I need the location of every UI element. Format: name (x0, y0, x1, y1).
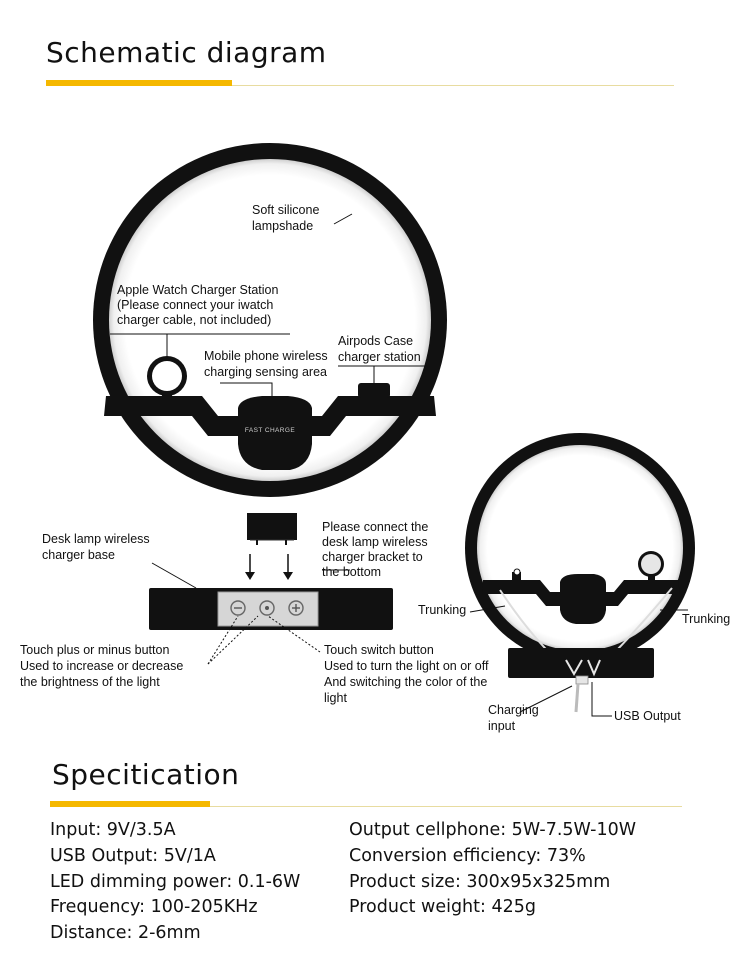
label-trunking-right: Trunking (682, 612, 731, 626)
svg-text:Airpods Case: Airpods Case (338, 334, 414, 348)
svg-text:Used to increase or decrease: Used to increase or decrease (20, 659, 184, 673)
label-touch-plus-minus (20, 643, 183, 689)
specification-title-rule (210, 806, 682, 807)
svg-text:And switching the color of the: And switching the color of the (324, 675, 488, 689)
svg-text:charger cable, not included): charger cable, not included) (117, 313, 272, 327)
svg-text:charger station: charger station (338, 350, 421, 364)
charger-base (149, 588, 393, 630)
svg-text:desk lamp wireless: desk lamp wireless (322, 535, 428, 549)
svg-text:the bottom: the bottom (322, 565, 382, 579)
schematic-title: Schematic diagram (46, 36, 327, 69)
small-lamp-ring (465, 433, 695, 663)
label-connect-bracket (322, 520, 428, 579)
svg-text:the brightness of the light: the brightness of the light (20, 675, 160, 689)
svg-text:charger base: charger base (42, 548, 115, 562)
spec-conversion-efficiency: Conversion efficiency: 73% (349, 846, 586, 866)
svg-text:charging sensing area: charging sensing area (204, 365, 327, 379)
svg-text:Touch switch button: Touch switch button (324, 643, 434, 657)
svg-text:Apple Watch Charger Station: Apple Watch Charger Station (117, 283, 279, 297)
spec-led-dimming: LED dimming power: 0.1-6W (50, 872, 301, 892)
spec-product-size: Product size: 300x95x325mm (349, 872, 611, 892)
large-lamp-connector (247, 513, 297, 545)
spec-output-cellphone: Output cellphone: 5W-7.5W-10W (349, 820, 637, 840)
specification-title: Specitication (52, 758, 240, 791)
svg-text:Please connect the: Please connect the (322, 520, 429, 534)
spec-product-weight: Product weight: 425g (349, 897, 536, 917)
fast-charge-label: FAST CHARGE (244, 427, 296, 434)
insert-arrows (245, 554, 293, 580)
label-usb-output: USB Output (614, 709, 681, 723)
svg-text:light: light (324, 691, 347, 705)
spec-input: Input: 9V/3.5A (50, 820, 176, 840)
svg-text:Desk lamp wireless: Desk lamp wireless (42, 532, 150, 546)
label-trunking-left: Trunking (418, 603, 467, 617)
specification-title-accent-bar (50, 801, 210, 807)
label-charging-input (488, 703, 539, 733)
svg-text:Mobile phone wireless: Mobile phone wireless (204, 349, 328, 363)
svg-text:lampshade: lampshade (252, 219, 314, 233)
label-base (42, 532, 150, 562)
label-touch-switch (324, 643, 489, 705)
svg-text:charger bracket to: charger bracket to (322, 550, 423, 564)
svg-text:Soft silicone: Soft silicone (252, 203, 320, 217)
svg-text:input: input (488, 719, 516, 733)
spec-frequency: Frequency: 100-205KHz (50, 897, 258, 917)
svg-text:(Please connect your iwatch: (Please connect your iwatch (117, 298, 274, 312)
spec-usb-output: USB Output: 5V/1A (50, 846, 216, 866)
svg-text:Charging: Charging (488, 703, 539, 717)
label-watch-station (117, 283, 278, 327)
svg-text:Used to turn the light on or o: Used to turn the light on or off (324, 659, 489, 673)
svg-text:Touch plus or minus button: Touch plus or minus button (20, 643, 170, 657)
spec-distance: Distance: 2-6mm (50, 923, 201, 943)
